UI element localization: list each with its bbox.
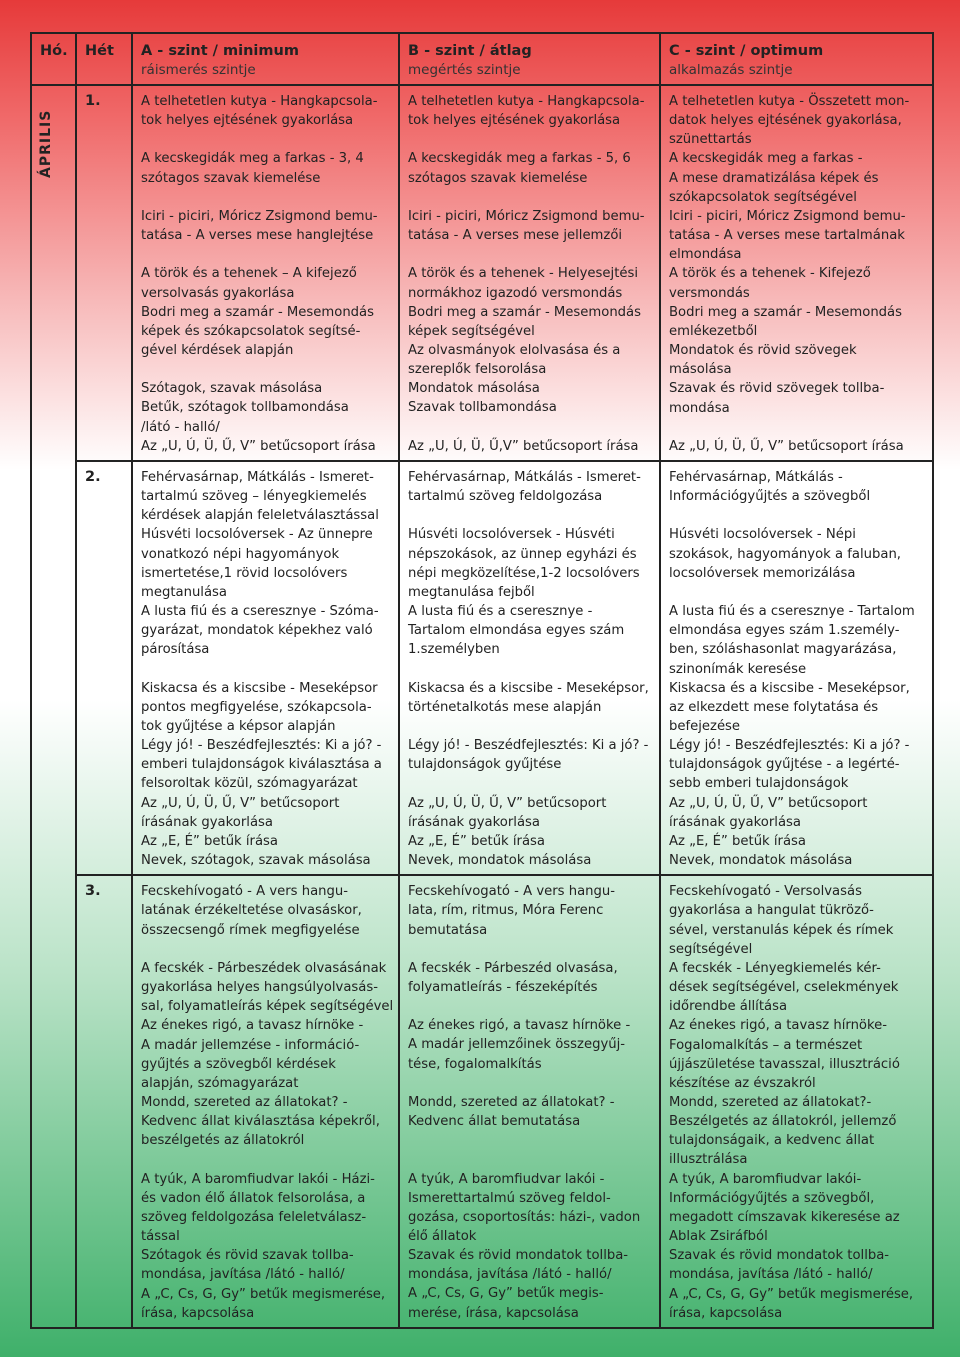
text-line: gyakorlása a hangulat tükröző- — [669, 903, 874, 919]
text-line: Fehérvasárnap, Mátkálás - Ismeret- — [408, 470, 641, 485]
text-line: A török és a tehenek – A kifejező — [141, 266, 357, 282]
text-line: Bodri meg a szamár - Mesemondás — [141, 304, 374, 320]
text-line: gyűjtés a szövegből kérdések — [141, 1056, 336, 1072]
text-line: datok helyes ejtésének gyakorlása, — [669, 113, 902, 129]
blank-line — [141, 360, 392, 379]
text-line: Fogalomalkítás – a természet — [669, 1037, 863, 1053]
text-line: emberi tulajdonságok kiválasztása a — [141, 757, 382, 773]
text-line: alapján, szómagyarázat — [141, 1075, 299, 1091]
text-line: Információgyűjtés a szövegből, — [669, 1190, 875, 1206]
text-line: megadott címszavak kikeresése az — [669, 1209, 900, 1225]
blank-line — [141, 1150, 392, 1169]
text-line: merése, írása, kapcsolása — [408, 1305, 579, 1321]
text-line: tok gyűjtése a képsor alapján — [141, 719, 336, 735]
text-line: képek és szókapcsolatok segítsé- — [141, 323, 361, 339]
text-line: Fecskehívogató - A vers hangu- — [408, 884, 616, 900]
text-line: tatása - A verses mese hanglejtése — [141, 228, 374, 244]
header-level-b: B - szint / átlag megértés szintje — [399, 33, 660, 85]
text-line: illusztrálása — [669, 1152, 748, 1168]
blank-line — [141, 660, 392, 679]
text-line: A telhetetlen kutya - Hangkapcsola- — [408, 94, 645, 109]
text-line: Húsvéti locsolóversek - Népi — [669, 527, 856, 543]
text-line: versolvasás gyakorlása — [141, 285, 295, 301]
text-line: másolása — [669, 362, 732, 378]
level-c-cell — [660, 461, 933, 875]
text-line: Bodri meg a szamár - Mesemondás — [408, 304, 641, 320]
week-number: 3. — [76, 875, 132, 1328]
text-line: sal, folyamatleírás képek segítségével — [141, 999, 394, 1015]
blank-line — [141, 130, 392, 149]
text-line: Bodri meg a szamár - Mesemondás — [669, 304, 902, 320]
text-line: Információgyűjtés a szövegből — [669, 489, 871, 505]
text-line: Szavak és rövid szövegek tollba- — [669, 381, 885, 397]
text-line: Az „U, Ú, Ü, Ű, V” betűcsoport írása — [669, 438, 904, 454]
blank-line — [408, 245, 653, 264]
text-line: segítségével — [669, 941, 753, 957]
text-line: A török és a tehenek - Kifejező — [669, 266, 871, 282]
blank-line — [669, 506, 926, 525]
text-line: népi megközelítése,1-2 locsolóvers — [408, 565, 640, 581]
blank-line — [408, 717, 653, 736]
blank-line — [408, 940, 653, 959]
text-line: képek segítségével — [408, 323, 535, 339]
text-line: A telhetetlen kutya - Összetett mon- — [669, 94, 910, 109]
week-number: 1. — [76, 85, 132, 461]
blank-line — [141, 188, 392, 207]
text-line: szünettartás — [669, 132, 752, 148]
text-line: sebb emberi tulajdonságok — [669, 776, 849, 792]
text-line: Kiskacsa és a kiscsibe - Meseképsor, — [669, 680, 910, 696]
text-line: megtanulása fejből — [408, 584, 535, 600]
week-number: 2. — [76, 461, 132, 875]
text-line: Fehérvasárnap, Mátkálás - — [669, 470, 843, 485]
text-line: Iciri - piciri, Móricz Zsigmond bemu- — [669, 208, 906, 224]
text-line: szöveg feldolgozása feleletválasz- — [141, 1209, 367, 1225]
blank-line — [669, 583, 926, 602]
text-line: latának érzékeltetése olvasáskor, — [141, 903, 362, 919]
text-line: dések segítségével, cselekmények — [669, 980, 899, 996]
text-line: locsolóversek memorizálása — [669, 565, 856, 581]
text-line: írása, kapcsolása — [141, 1305, 255, 1321]
text-line: szótagos szavak kiemelése — [141, 170, 321, 186]
text-line: A lusta fiú és a cseresznye - Szóma- — [141, 604, 379, 620]
text-line: befejezése — [669, 719, 741, 734]
text-line: Az „E, É” betűk írása — [408, 833, 546, 849]
text-line: gyakorlása helyes hangsúlyolvasás- — [141, 980, 378, 996]
text-line: tással — [141, 1229, 180, 1245]
month-label-cell — [31, 85, 76, 1328]
text-line: Szótagok, szavak másolása — [141, 381, 323, 397]
text-line: ben, szóláshasonlat magyarázása, — [669, 642, 897, 658]
text-line: összecsengő rímek megfigyelése — [141, 922, 360, 938]
text-line: gyarázat, mondatok képekhez való — [141, 623, 373, 639]
text-line: Mondd, szereted az állatokat? - — [408, 1094, 615, 1110]
text-line: Légy jó! - Beszédfejlesztés: Ki a jó? - — [408, 738, 649, 754]
blank-line — [408, 130, 653, 149]
text-line: Mondatok és rövid szövegek — [669, 343, 857, 359]
text-line: A fecskék - Lényegkiemelés kér- — [669, 960, 881, 976]
text-line: Az énekes rigó, a tavasz hírnöke - — [141, 1018, 364, 1034]
text-line: A fecskék - Párbeszédek olvasásának — [141, 960, 387, 976]
text-line: Iciri - piciri, Móricz Zsigmond bemu- — [141, 208, 378, 224]
text-line: Fehérvasárnap, Mátkálás - Ismeret- — [141, 470, 374, 485]
text-line: Légy jó! - Beszédfejlesztés: Ki a jó? - — [669, 738, 910, 754]
text-line: A fecskék - Párbeszéd olvasása, — [408, 960, 618, 976]
text-line: mondása — [669, 400, 730, 416]
text-line: Kedvenc állat bemutatása — [408, 1114, 581, 1130]
text-line: A tyúk, A baromfiudvar lakói - — [408, 1171, 605, 1187]
text-line: Fecskehívogató - A vers hangu- — [141, 884, 349, 900]
text-line: Ablak Zsiráfból — [669, 1229, 768, 1245]
text-line: Az olvasmányok elolvasása és a — [408, 342, 621, 358]
text-line: Mondd, szereted az állatokat?- — [669, 1094, 872, 1110]
text-line: újjászületése tavasszal, illusztráció — [669, 1056, 900, 1072]
text-line: vonatkozó népi hagyományok — [141, 546, 340, 562]
blank-line — [408, 188, 653, 207]
text-line: A török és a tehenek - Helyesejtési — [408, 266, 639, 282]
text-line: népszokások, az ünnep egyházi és — [408, 546, 637, 562]
text-line: tok helyes ejtésének gyakorlása — [408, 113, 621, 129]
text-line: írásának gyakorlása — [408, 814, 540, 830]
text-line: Kiskacsa és a kiscsibe - Meseképsor — [141, 680, 378, 696]
blank-line — [141, 245, 392, 264]
text-line: mondása, javítása /látó - halló/ — [141, 1267, 345, 1283]
text-line: Az „U, Ú, Ü, Ű, V” betűcsoport — [408, 795, 607, 811]
text-line: Ismerettartalmú szöveg feldol- — [408, 1190, 611, 1206]
text-line: beszélgetés az állatokról — [141, 1133, 305, 1149]
text-line: A mese dramatizálása képek és — [669, 170, 879, 186]
text-line: tartalmú szöveg feldolgozása — [408, 489, 603, 505]
blank-line — [669, 418, 926, 437]
text-line: Mondatok másolása — [408, 381, 540, 397]
text-line: A telhetetlen kutya - Hangkapcsola- — [141, 94, 378, 109]
text-line: Fecskehívogató - Versolvasás — [669, 884, 862, 900]
header-level-c: C - szint / optimum alkalmazás szintje — [660, 33, 933, 85]
text-line: Kedvenc állat kiválasztása képekről, — [141, 1114, 380, 1130]
level-a-cell — [132, 85, 399, 461]
text-line: Az „E, É” betűk írása — [669, 833, 807, 849]
text-line: Húsvéti locsolóversek - Húsvéti — [408, 527, 615, 543]
text-line: szokások, hagyományok a faluban, — [669, 546, 901, 562]
text-line: A tyúk, A baromfiudvar lakói- — [669, 1171, 862, 1187]
text-line: Az „U, Ú, Ü, Ű, V” betűcsoport — [141, 795, 340, 811]
text-line: tatása - A verses mese jellemzői — [408, 228, 623, 244]
text-line: párosítása — [141, 642, 210, 658]
text-line: tése, fogalomalkítás — [408, 1056, 542, 1072]
text-line: Nevek, szótagok, szavak másolása — [141, 853, 371, 869]
text-line: élő állatok — [408, 1229, 477, 1244]
text-line: írásának gyakorlása — [141, 814, 273, 830]
header-level-a: A - szint / minimum ráismerés szintje — [132, 33, 399, 85]
text-line: tulajdonságok gyűjtése — [408, 757, 562, 773]
text-line: emlékezetből — [669, 323, 758, 339]
text-line: szókapcsolatok segítségével — [669, 189, 857, 205]
header-row — [31, 33, 933, 85]
text-line: időrendbe állítása — [669, 999, 788, 1015]
header-month: Hó. — [31, 33, 76, 85]
blank-line — [408, 774, 653, 793]
text-line: Betűk, szótagok tollbamondása — [141, 400, 349, 416]
level-b-cell — [399, 875, 660, 1328]
text-line: 1.személyben — [408, 642, 500, 658]
text-line: gozása, csoportosítás: házi-, vadon — [408, 1209, 641, 1225]
text-line: normákhoz igazodó versmondás — [408, 285, 623, 301]
blank-line — [141, 940, 392, 959]
text-line: Tartalom elmondása egyes szám — [408, 623, 625, 639]
text-line: A tyúk, A baromfiudvar lakói - Házi- — [141, 1171, 375, 1187]
blank-line — [408, 660, 653, 679]
text-line: Húsvéti locsolóversek - Az ünnepre — [141, 527, 373, 543]
blank-line — [408, 1150, 653, 1169]
text-line: elmondása — [669, 247, 742, 263]
text-line: Légy jó! - Beszédfejlesztés: Ki a jó? - — [141, 738, 382, 754]
text-line: Szavak és rövid mondatok tollba- — [408, 1248, 629, 1264]
header-week: Hét — [76, 33, 132, 85]
text-line: elmondása egyes szám 1.személy- — [669, 623, 900, 639]
text-line: Az „U, Ú, Ü, Ű, V” betűcsoport — [669, 795, 868, 811]
level-b-cell — [399, 461, 660, 875]
text-line: megtanulása — [141, 584, 227, 600]
week-row — [31, 461, 933, 875]
text-line: folyamatleírás - fészeképítés — [408, 980, 598, 996]
text-line: Az énekes rigó, a tavasz hírnöke- — [669, 1018, 888, 1034]
text-line: ismertetése,1 rövid locsolóvers — [141, 565, 348, 581]
text-line: A „C, Cs, G, Gy” betűk megismerése, — [669, 1286, 914, 1302]
text-line: /látó - halló/ — [141, 419, 220, 435]
text-line: és vadon élő állatok felsorolása, a — [141, 1190, 366, 1206]
level-a-cell — [132, 875, 399, 1328]
text-line: kérdések alapján feleletválasztással — [141, 508, 379, 524]
text-line: A madár jellemzése - információ- — [141, 1037, 360, 1053]
text-line: A lusta fiú és a cseresznye - — [408, 604, 593, 620]
level-c-cell — [660, 875, 933, 1328]
text-line: Mondd, szereted az állatokat? - — [141, 1094, 348, 1110]
text-line: történetalkotás mese alapján — [408, 699, 602, 715]
text-line: szinonímák keresése — [669, 661, 807, 677]
curriculum-table — [30, 32, 932, 1326]
text-line: tok helyes ejtésének gyakorlása — [141, 113, 354, 129]
text-line: A madár jellemzőinek összegyűj- — [408, 1037, 626, 1053]
text-line: mondása, javítása /látó - halló/ — [669, 1267, 873, 1283]
text-line: versmondás — [669, 285, 750, 301]
level-c-cell — [660, 85, 933, 461]
text-line: Az énekes rigó, a tavasz hírnöke - — [408, 1018, 631, 1034]
text-line: pontos megfigyelése, szókapcsola- — [141, 699, 372, 715]
text-line: tartalmú szöveg – lényegkiemelés — [141, 489, 367, 505]
text-line: Iciri - piciri, Móricz Zsigmond bemu- — [408, 208, 645, 224]
text-line: Szavak és rövid mondatok tollba- — [669, 1248, 890, 1264]
text-line: A kecskegidák meg a farkas - — [669, 151, 863, 167]
blank-line — [408, 506, 653, 525]
text-line: A „C, Cs, G, Gy” betűk megis- — [408, 1286, 604, 1302]
text-line: bemutatása — [408, 922, 488, 938]
text-line: írása, kapcsolása — [669, 1305, 783, 1321]
text-line: A lusta fiú és a cseresznye - Tartalom — [669, 604, 915, 620]
blank-line — [408, 418, 653, 437]
text-line: tatása - A verses mese tartalmának — [669, 228, 905, 244]
text-line: az elkezdett mese folytatása és — [669, 699, 879, 715]
blank-line — [408, 1074, 653, 1093]
text-line: Nevek, mondatok másolása — [408, 853, 592, 869]
level-a-cell — [132, 461, 399, 875]
text-line: tulajdonságaik, a kedvenc állat — [669, 1133, 875, 1149]
text-line: Az „U, Ú, Ü, Ű, V” betűcsoport írása — [141, 438, 376, 454]
month-label: ÁPRILIS — [38, 109, 54, 178]
text-line: Az „E, É” betűk írása — [141, 833, 279, 849]
text-line: Szavak tollbamondása — [408, 400, 557, 416]
blank-line — [408, 1131, 653, 1150]
text-line: szótagos szavak kiemelése — [408, 170, 588, 186]
text-line: gével kérdések alapján — [141, 342, 294, 358]
text-line: Beszélgetés az állatokról, jellemző — [669, 1114, 897, 1130]
level-b-cell — [399, 85, 660, 461]
week-row — [31, 85, 933, 461]
text-line: felsoroltak közül, szómagyarázat — [141, 776, 358, 792]
text-line: A kecskegidák meg a farkas - 5, 6 — [408, 151, 631, 167]
text-line: A „C, Cs, G, Gy” betűk megismerése, — [141, 1286, 386, 1302]
text-line: lata, rím, ritmus, Móra Ferenc — [408, 903, 604, 919]
text-line: írásának gyakorlása — [669, 814, 801, 830]
text-line: Nevek, mondatok másolása — [669, 853, 853, 869]
text-line: tulajdonságok gyűjtése - a legérté- — [669, 757, 900, 773]
text-line: Az „U, Ú, Ü, Ű,V” betűcsoport írása — [408, 438, 639, 454]
text-line: mondása, javítása /látó - halló/ — [408, 1267, 612, 1283]
blank-line — [408, 997, 653, 1016]
text-line: készítése az évszakról — [669, 1075, 816, 1091]
text-line: szereplők felsorolása — [408, 362, 547, 378]
text-line: A kecskegidák meg a farkas - 3, 4 — [141, 151, 364, 167]
text-line: Szótagok és rövid szavak tollba- — [141, 1248, 354, 1264]
text-line: sével, verstanulás képek és rímek — [669, 922, 894, 938]
week-row — [31, 875, 933, 1328]
text-line: Kiskacsa és a kiscsibe - Meseképsor, — [408, 680, 649, 696]
